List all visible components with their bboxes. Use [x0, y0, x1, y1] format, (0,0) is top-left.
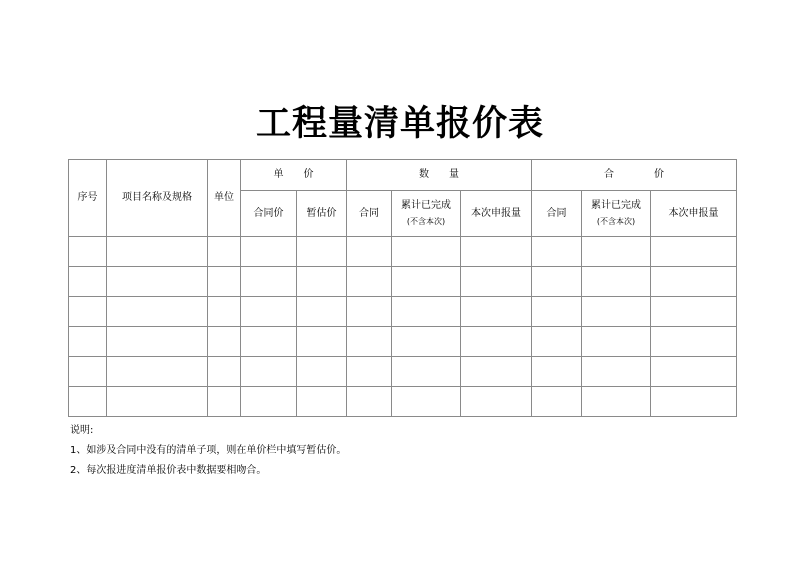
table-cell[interactable] — [651, 237, 737, 267]
table-cell[interactable] — [107, 297, 208, 327]
header-row-1 — [69, 160, 737, 191]
table-cell[interactable] — [532, 387, 582, 417]
table-cell[interactable] — [241, 387, 297, 417]
table-row — [69, 387, 737, 417]
table-cell[interactable] — [297, 267, 347, 297]
header-qty-this: 本次申报量 — [461, 191, 532, 237]
table-cell[interactable] — [532, 297, 582, 327]
table-cell[interactable] — [392, 267, 461, 297]
table-cell[interactable] — [461, 357, 532, 387]
table-cell[interactable] — [297, 357, 347, 387]
note-item-1: 1、如涉及合同中没有的清单子项，则在单价栏中填写暂估价。 — [70, 445, 347, 456]
table-cell[interactable] — [392, 297, 461, 327]
table-cell[interactable] — [297, 327, 347, 357]
table-cell[interactable] — [461, 327, 532, 357]
table-row — [69, 357, 737, 387]
table-row — [69, 297, 737, 327]
table-cell[interactable] — [582, 297, 651, 327]
header-qty-cumulative — [392, 191, 461, 237]
header-qty-cumulative-note: (不含本次) — [406, 217, 446, 227]
table-cell[interactable] — [69, 237, 107, 267]
table-cell[interactable] — [392, 237, 461, 267]
table-cell[interactable] — [69, 267, 107, 297]
quote-table — [68, 159, 737, 417]
header-qty-cumulative-label: 累计已完成 — [401, 200, 451, 212]
table-cell[interactable] — [297, 297, 347, 327]
table-cell[interactable] — [392, 387, 461, 417]
table-cell[interactable] — [69, 327, 107, 357]
table-cell[interactable] — [392, 357, 461, 387]
table-cell[interactable] — [651, 327, 737, 357]
table-cell[interactable] — [461, 267, 532, 297]
table-cell[interactable] — [241, 267, 297, 297]
table-cell[interactable] — [69, 387, 107, 417]
header-quantity: 数 量 — [347, 160, 532, 191]
table-cell[interactable] — [532, 357, 582, 387]
table-cell[interactable] — [208, 237, 241, 267]
table-body — [69, 237, 737, 417]
table-row — [69, 237, 737, 267]
header-total-this: 本次申报量 — [651, 191, 737, 237]
table-cell[interactable] — [208, 267, 241, 297]
table-cell[interactable] — [107, 357, 208, 387]
header-total-contract: 合同 — [532, 191, 582, 237]
table-cell[interactable] — [582, 267, 651, 297]
table-cell[interactable] — [241, 357, 297, 387]
table-cell[interactable] — [582, 327, 651, 357]
table-cell[interactable] — [532, 237, 582, 267]
table-cell[interactable] — [69, 297, 107, 327]
table-cell[interactable] — [582, 357, 651, 387]
header-contract-price: 合同价 — [241, 191, 297, 237]
table-cell[interactable] — [461, 387, 532, 417]
table-cell[interactable] — [461, 297, 532, 327]
table-cell[interactable] — [208, 327, 241, 357]
table-row — [69, 327, 737, 357]
table-cell[interactable] — [392, 327, 461, 357]
page-title: 工程量清单报价表 — [255, 104, 544, 144]
table-cell[interactable] — [241, 327, 297, 357]
table-cell[interactable] — [582, 237, 651, 267]
header-unit: 单位 — [208, 160, 241, 237]
table-cell[interactable] — [347, 297, 392, 327]
header-total-cumulative-note: (不含本次) — [596, 217, 636, 227]
table-cell[interactable] — [347, 327, 392, 357]
table-cell[interactable] — [208, 297, 241, 327]
table-cell[interactable] — [241, 297, 297, 327]
table-cell[interactable] — [651, 297, 737, 327]
table-cell[interactable] — [208, 387, 241, 417]
table-cell[interactable] — [107, 237, 208, 267]
table-cell[interactable] — [347, 357, 392, 387]
table-cell[interactable] — [241, 237, 297, 267]
table-cell[interactable] — [651, 387, 737, 417]
table-cell[interactable] — [69, 357, 107, 387]
table-cell[interactable] — [461, 237, 532, 267]
header-total: 合 价 — [532, 160, 737, 191]
table-cell[interactable] — [107, 267, 208, 297]
table-cell[interactable] — [532, 267, 582, 297]
table-cell[interactable] — [107, 327, 208, 357]
table-cell[interactable] — [107, 387, 208, 417]
notes — [70, 424, 346, 484]
table-cell[interactable] — [297, 237, 347, 267]
notes-heading: 说明: — [70, 425, 94, 436]
table-cell[interactable] — [347, 267, 392, 297]
table-cell[interactable] — [582, 387, 651, 417]
header-qty-contract: 合同 — [347, 191, 392, 237]
table-row — [69, 267, 737, 297]
header-seq: 序号 — [69, 160, 107, 237]
table-cell[interactable] — [651, 267, 737, 297]
table-cell[interactable] — [347, 387, 392, 417]
table-cell[interactable] — [297, 387, 347, 417]
header-total-cumulative — [582, 191, 651, 237]
table-cell[interactable] — [651, 357, 737, 387]
header-item: 项目名称及规格 — [107, 160, 208, 237]
note-item-2: 2、每次报进度清单报价表中数据要相吻合。 — [70, 465, 267, 476]
table-cell[interactable] — [532, 327, 582, 357]
header-unit-price: 单 价 — [241, 160, 347, 191]
table-cell[interactable] — [347, 237, 392, 267]
table-cell[interactable] — [208, 357, 241, 387]
header-provisional-price: 暂估价 — [297, 191, 347, 237]
header-total-cumulative-label: 累计已完成 — [591, 200, 642, 212]
